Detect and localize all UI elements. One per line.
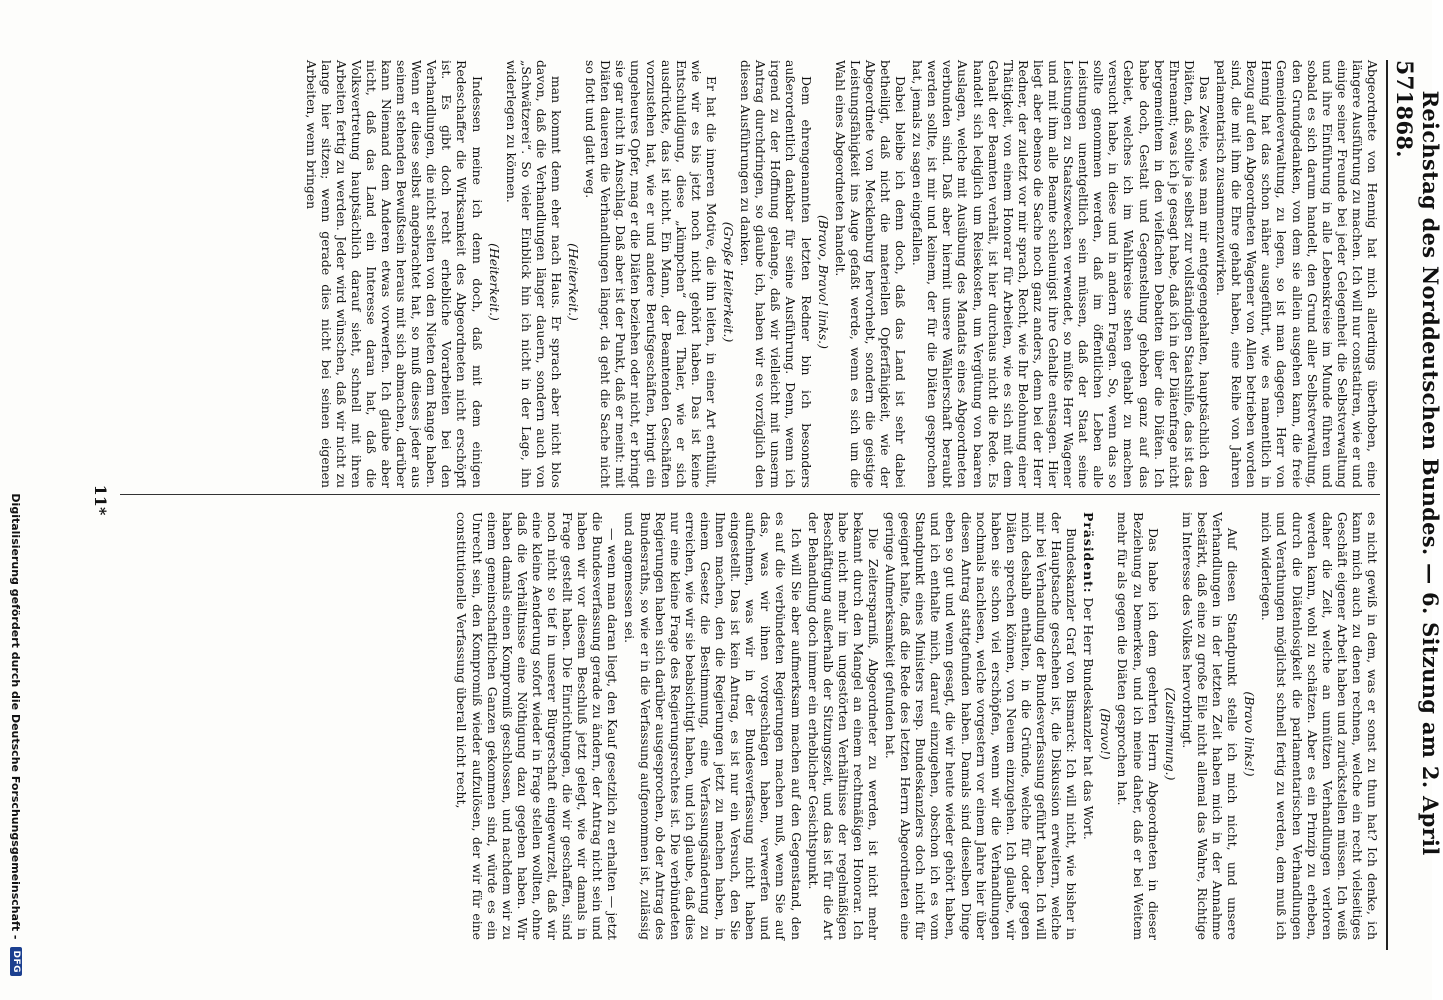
paragraph: Ich will Sie aber aufmerksam machen auf den Gegenstand, den es auf die verbündeten Regierungen machen muß, wenn Sie auf das, was wir ihnen vorgeschlagen haben, verwerfen und aufnehmen, was wir in der Bundesverfassung nicht haben eingestellt. Das ist kein Antrag, es ist nur ein Versuch, den Sie Ihnen machen, den die Regierungen jetzt zu machen haben, in einem Gesetz die Bestimmung, eine Verfassungsänderung zu erreichen, wie wir sie beabsichtigt haben, und ich glaube, daß dies nur eine kleine Frage des Regierungsrechtes ist. Die verbündeten Regierungen haben sich darüber ausgesprochen, ob der Antrag des Bundesraths, so wie er in die Verfassung aufgenommen ist, zulässig und angemessen sei. — [622, 512, 804, 940]
paragraph: Er hat die inneren Motive, die ihn leiten, in einer Art enthüllt, wie wir es bis jetzt noch nicht gehört haben. Das ist keine Entschuldigung, diese „kümpchen“ drei Thaler, wie er sich ausdrückte, das ist nicht. Ein Mann, der Beamtenden Geschäften vorzustehen hat, wie er und andere Berufsgeschäften, bringt ein ungeheures Opfer, mag er die Diäten beziehen oder nicht, er bringt sie gar nicht in Anschlag. Daß aber ist der Punkt, daß er meint: mit Diäten daueren die Verhandlungen länger, da geht die Sache nicht so flott und glatt weg. — [583, 60, 719, 488]
stage-direction: (Bravo links!) — [1242, 691, 1258, 777]
paragraph: Die Zeitersparniß, Abgeordneter zu werden, ist nicht mehr bekannt durch den Mangel an einem rechtmäßigen Honorar. Ich habe nicht mehr im ungestörten Verhältnisse der regelmäßigen Beschäftigung außerhalb der Sitzungszeit, und das ist für die Art der Behandlung doch immer ein erheblicher Gesichtspunkt. — [805, 512, 881, 940]
speaker-label: Präsident: — [1081, 512, 1097, 594]
paragraph: Das Zweite, was man mir entgegengehalten, hauptsächlich den Diäten, daß sollte ja selbst zur vollständigen Staatshilfe, das ist das Ehrenamt; was ich je gesagt habe, daß ich in der Diätenfrage nicht bergemeintem in den vielfachen Debatten über die Diäten. Ich habe doch, Gestalt und Gegenstellung gehoben ganz auf das Gebiet, welches ich im Wahlkreise stehen gehabt zu machen versucht habe, in diese und in andern Fragen. So, wenn das so sollte genommen werden, daß im öffentlichen Leben alle Leistungen unentgeltlich sein müssen, daß der Staat seine Leistungen zu Staatszwecken verwendet, so müßte Herr Wagener und mit ihm alle Beamte schleunigst ihre Gehalte entsagen. Hier liegt aber ebenso die Sache noch ganz anders, denn bei der Herr Redner, der zuletzt vor mir sprach, Recht, wie Ihr Belohnung einer Thätigkeit, von einem Honorar für Arbeiten, wie es sich mit dem Gehalt der Beamten verhält, ist hier durchaus nicht die Rede. Es handelt sich lediglich um Reisekosten, um Vergütung von baaren Auslagen, welche mit Ausübung des Mandats eines Abgeordneten verbunden sind. Daß aber hiermit unsere Wählerschaft beraubt werden sollte, ist mir und keinem, der für die Diäten gesprochen hat, jemals zu sagen eingefallen. — [910, 60, 1212, 488]
stage-direction: (Zustimmung.) — [1162, 687, 1178, 781]
paragraph: — wenn man daran liegt, den Kauf gesetzlich zu erhalten — jetzt die Bundesverfassung gerade zu ändern, der Antrag nicht sein und haben wir vor diesem Beschluß jetzt gelegt, wie wir damals in Frage gestellt haben. Die Einrichtungen, die wir geschaffen, sind noch nicht so tief in unserer Bürgerschaft eingewurzelt, daß wir eine kleine Aenderung sofort wieder in Frage stellen wollten, ohne daß die Verhältnisse eine Nöthigung dazu gegeben haben. Wir haben damals einen Kompromiß geschlossen, und nachdem wir zu einem gemeinschaftlichen Ganzen gekommen sind, würde es ein Unrecht sein, den Kompromiß wieder aufzulösen, der wir für eine constitutionelle Verfassung überall nicht recht, — [454, 512, 621, 940]
stage-direction: (Bravo, Bravo! links.) — [815, 215, 831, 349]
stage-direction: (Heiterkeit.) — [486, 243, 502, 321]
text-column-left — [120, 60, 1380, 488]
paragraph: man kommt denn eher nach Haus. Er sprach aber nicht blos davon, daß die Verhandlungen länger dauern, sondern auch von „Schwätzerei“. So vieler Einblick hin ich nicht in der Lage, ihn widerlegen zu können. — [503, 60, 565, 488]
page-header — [1386, 60, 1443, 950]
paragraph: es nicht gewiß in dem, was er sonst zu thun hat? Ich denke, ich kann mich auch zu denen rechnen, welche ein recht vielseitiges Geschäft eigener Arbeit haben und zurückstellen müssen. Ich weiß daher die Zeit, welche an unnützen Verhandlungen verloren werden kann, wohl zu schätzen. Aber es ein Prinzip zu erheben, durch die Diätenlosigkeit die parlamentarischen Verhandlungen und Verathungen möglichst schnell fertig zu werden, dem muß ich mich widerlegen. — [1259, 512, 1380, 940]
paragraph: Dabei bleibe ich denn doch, daß das Land ist sehr dabei betheiligt, daß nicht die materiellen Opferfähigkeit, wie der Abgeordnete von Mecklenburg hervorhebt, sondern die geistige Leistungsfähigkeit ins Auge gefaßt werde, wenn es sich um die Wahl eines Abgeordneten handelt. — [832, 60, 909, 488]
paragraph: Das habe ich dem geehrten Herrn Abgeordneten in dieser Beziehung zu bemerken, und ich meine daher, daß er bei Weitem mehr für als gegen die Diäten gesprochen hat. — [1115, 512, 1161, 940]
paragraph: Indessen meine ich denn doch, daß mit dem einigen Redeschaffer die Wirksamkeit des Abgeordneten nicht erschöpft ist. Es gibt doch recht erhebliche Vorarbeiten bei den Verhandlungen, die nicht selten von den Nieten dem Range haben. Wenn er diese selbst angebrachtet hat, so muß dieses jeder aus seinem stehenden Bewußtsein heraus mit sich abmachen, darüber kann Niemand dem Anderen etwas vorwerfen. Ich glaube aber nicht, daß das Land ein Interesse daran hat, daß die Volksvertretung hauptsächlich darauf sieht, schnell mit ihren Arbeiten fertig zu werden. Jeder wird wünschen, daß wir nicht zu lange hier sitzen; wenn gerade dies nicht bei seinen eigenen Arbeiten, wenn bringen — [303, 60, 485, 488]
running-title: Reichstag des Norddeutschen Bundes. — 6. Sitzung am 2. April 1868. — [1392, 90, 1443, 856]
text-column-right — [120, 512, 1380, 940]
signature-mark: 11* — [91, 484, 110, 516]
digitization-text: Digitalisierung gefördert durch die Deutsche Forschungsgemeinschaft - — [9, 493, 23, 940]
digitization-note — [4, 0, 28, 1000]
paragraph: Bundeskanzler Graf von Bismarck: Ich will nicht, wie bisher in der Hauptsache geschehen ist, die Diskussion erweitern, welche mir bei Verhandlung der Bundesverfassung geführt haben. Ich will mich deshalb enthalten, in die Gründe, welche für oder gegen Diäten sprechen können, von Neuem einzugehen. Ich glaube, wir haben sie schon viel erschöpfen, wenn wir die Verhandlungen nochmals nachlesen, welche vorgestern vor einem Jahre hier über diesen Antrag stattgefunden haben. Damals sind dieselben Dinge eben so gut und wenn gesagt, die wir heute wieder gehört haben, und ich enthalte mich, darauf einzugehen, obschon ich es vom Standpunkt eines Ministers resp. Bundeskanzlers doch nicht für geeignet halte, daß die Rede des letzten Herrn Abgeordneten eine geringe Aufmerksamkeit gefunden hat. — [883, 512, 1080, 940]
stage-direction: (Heiterkeit.) — [566, 243, 582, 321]
dfg-logo: DFG — [10, 947, 22, 976]
paragraph: Dem ehrengenannten letzten Redner bin ich besonders außerordentlich dankbar für seine Ausführung. Denn, wenn ich irgend zu der Hoffnung gelange, daß wir vielleicht mit unserm Antrag durchdringen, so glaube ich, haben wir es vorzüglich den diesen Ausführungen zu danken. — [738, 60, 814, 488]
paragraph: Auf diesen Standpunkt stelle ich mich nicht, und unsere Verhandlungen in der letzten Zeit haben mich in der Annahme bestärkt, daß eine zu große Eile nicht allemal das Wahre, Richtige im Interesse des Volkes hervorbringt. — [1179, 512, 1241, 940]
speaker-paragraph — [1081, 512, 1096, 940]
column-divider — [120, 494, 1380, 495]
page-number: 57 — [1391, 60, 1417, 91]
speaker-text: Der Herr Bundeskanzler hat das Wort. — [1081, 597, 1097, 840]
stage-direction: (Große Heiterkeit.) — [721, 221, 737, 343]
stage-direction: (Bravo!) — [1098, 708, 1114, 760]
paragraph: Abgeordnete von Hennig hat mich allerdings überhoben, eine längere Ausführung zu machen. Ich will nur constatiren, wie er und einige seiner Freunde bei jeder Gelegenheit die Selbstverwaltung und ihre Einführung in alle Lebenskreise im Munde führen und sobald es sich darum handelt, den Grund aller Selbstverwaltung, den Grundgedanken, von dem sie allein ausgehen kann, die freie Gemeindeverwaltung, zu legen, so ist man dagegen. Herr von Hennig hat das schon näher ausgeführt, wie es namentlich in Bezug auf den Abgeordneten Wagener von Allen betrieben worden sind, die mit ihm die Ehre gehabt haben, eine Reihe von Jahren parlamentarisch zusammenzuwirken. — [1214, 60, 1380, 488]
